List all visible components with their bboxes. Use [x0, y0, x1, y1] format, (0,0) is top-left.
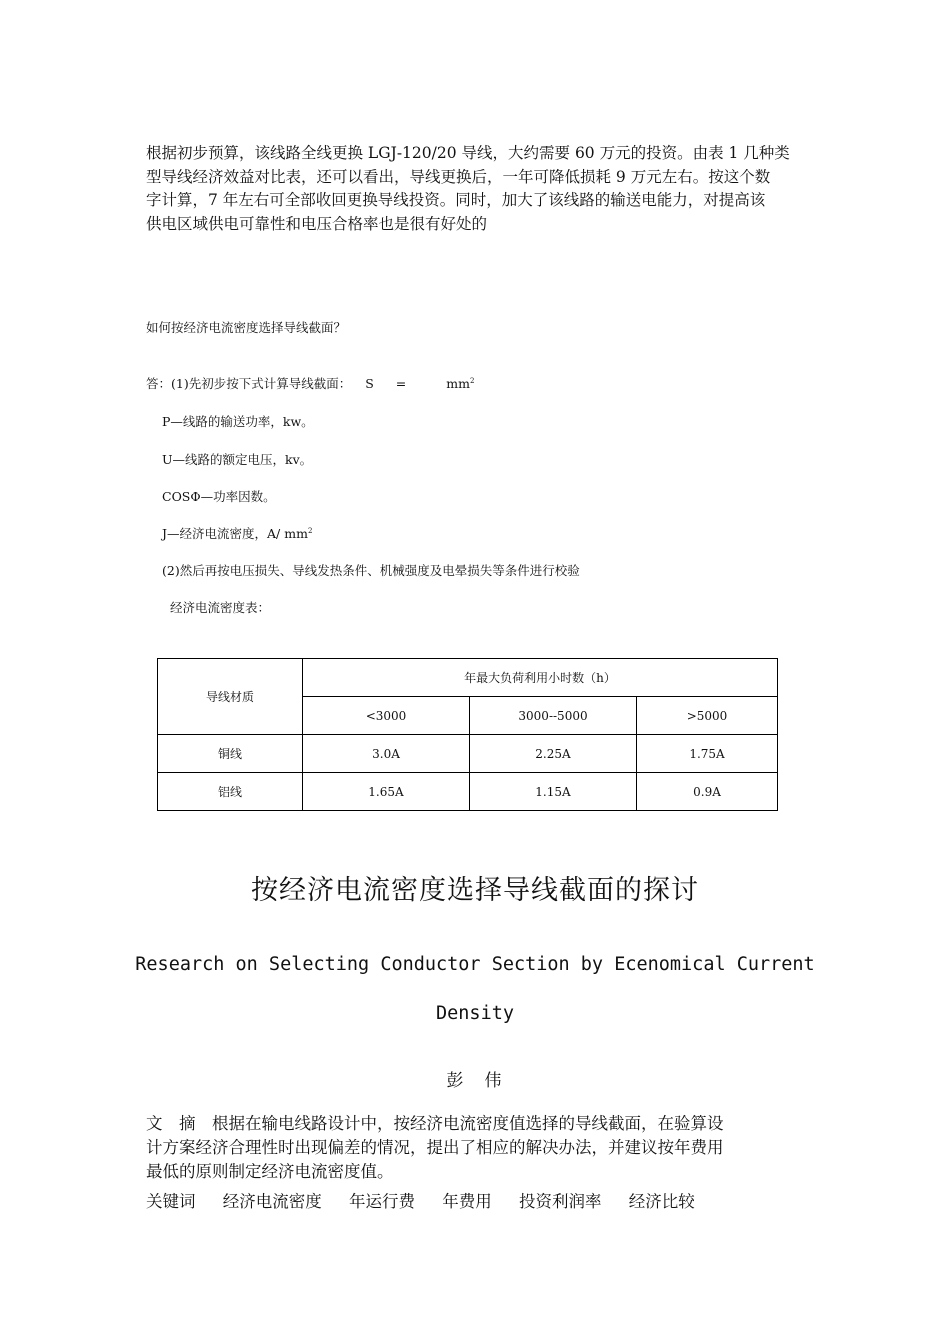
material-cell: 铝线	[158, 773, 303, 811]
value-cell: 1.75A	[637, 735, 778, 773]
keyword: 经济电流密度	[222, 1192, 322, 1211]
j-definition	[162, 524, 312, 542]
current-density-table	[157, 658, 778, 811]
table-row	[158, 735, 778, 773]
intro-line: 根据初步预算，该线路全线更换 LGJ-120/20 导线，大约需要 60 万元的投资。由表 1 几种类	[146, 144, 790, 162]
hours-header: 年最大负荷利用小时数（h）	[303, 659, 778, 697]
intro-line: 供电区域供电可靠性和电压合格率也是很有好处的	[146, 214, 488, 233]
author-name: 彭 伟	[446, 1071, 504, 1091]
value-cell: 1.65A	[303, 773, 470, 811]
j-unit-sup: 2	[307, 526, 313, 535]
intro-line: 字计算，7 年左右可全部收回更换导线投资。同时，加大了该线路的输送电能力，对提高该	[146, 191, 766, 209]
step2-text: (2)然后再按电压损失、导线发热条件、机械强度及电晕损失等条件进行校验	[162, 563, 580, 578]
material-cell: 铜线	[158, 735, 303, 773]
formula-unit-sup: 2	[469, 376, 475, 385]
p-definition: P—线路的输送功率，kw。	[162, 414, 314, 429]
value-cell: 1.15A	[470, 773, 637, 811]
value-cell: 0.9A	[637, 773, 778, 811]
intro-line: 型导线经济效益对比表，还可以看出，导线更换后，一年可降低损耗 9 万元左右。按这个数	[146, 167, 771, 186]
j-definition-text: J—经济电流密度，A/ mm	[162, 526, 308, 541]
formula-eq: =	[395, 376, 407, 391]
cos-definition: COSΦ—功率因数。	[162, 489, 276, 504]
formula-s: S	[365, 376, 374, 391]
article-title-cn: 按经济电流密度选择导线截面的探讨	[251, 875, 699, 906]
table-header-row	[158, 659, 778, 697]
formula-unit: mm	[446, 376, 470, 391]
u-definition: U—线路的额定电压，kv。	[162, 452, 313, 467]
value-cell: 2.25A	[470, 735, 637, 773]
answer-prefix: 答：(1)先初步按下式计算导线截面：	[146, 376, 352, 391]
value-cell: 3.0A	[303, 735, 470, 773]
article-title-en-line1: Research on Selecting Conductor Section by Ecenomical Current	[135, 954, 815, 975]
abstract-line: 最低的原则制定经济电流密度值。	[146, 1162, 394, 1181]
keywords-label: 关键词	[146, 1192, 196, 1211]
material-header: 导线材质	[158, 659, 303, 735]
keywords-line	[146, 1188, 717, 1212]
abstract-line: 文 摘 根据在输电线路设计中，按经济电流密度值选择的导线截面，在验算设	[146, 1114, 724, 1133]
keyword: 年费用	[442, 1192, 492, 1211]
question-text: 如何按经济电流密度选择导线截面？	[146, 320, 347, 335]
column-header: >5000	[637, 697, 778, 735]
keyword: 投资利润率	[519, 1192, 602, 1211]
keyword: 经济比较	[628, 1192, 695, 1211]
keyword: 年运行费	[349, 1192, 415, 1211]
abstract-paragraph	[146, 1112, 810, 1184]
column-header: <3000	[303, 697, 470, 735]
table-row	[158, 773, 778, 811]
answer-formula-line	[146, 374, 474, 392]
article-title-en-line2: Density	[436, 1003, 514, 1024]
abstract-line: 计方案经济合理性时出现偏差的情况，提出了相应的解决办法，并建议按年费用	[146, 1138, 724, 1157]
table-caption: 经济电流密度表：	[170, 600, 271, 615]
column-header: 3000--5000	[470, 697, 637, 735]
intro-paragraph	[146, 142, 810, 236]
